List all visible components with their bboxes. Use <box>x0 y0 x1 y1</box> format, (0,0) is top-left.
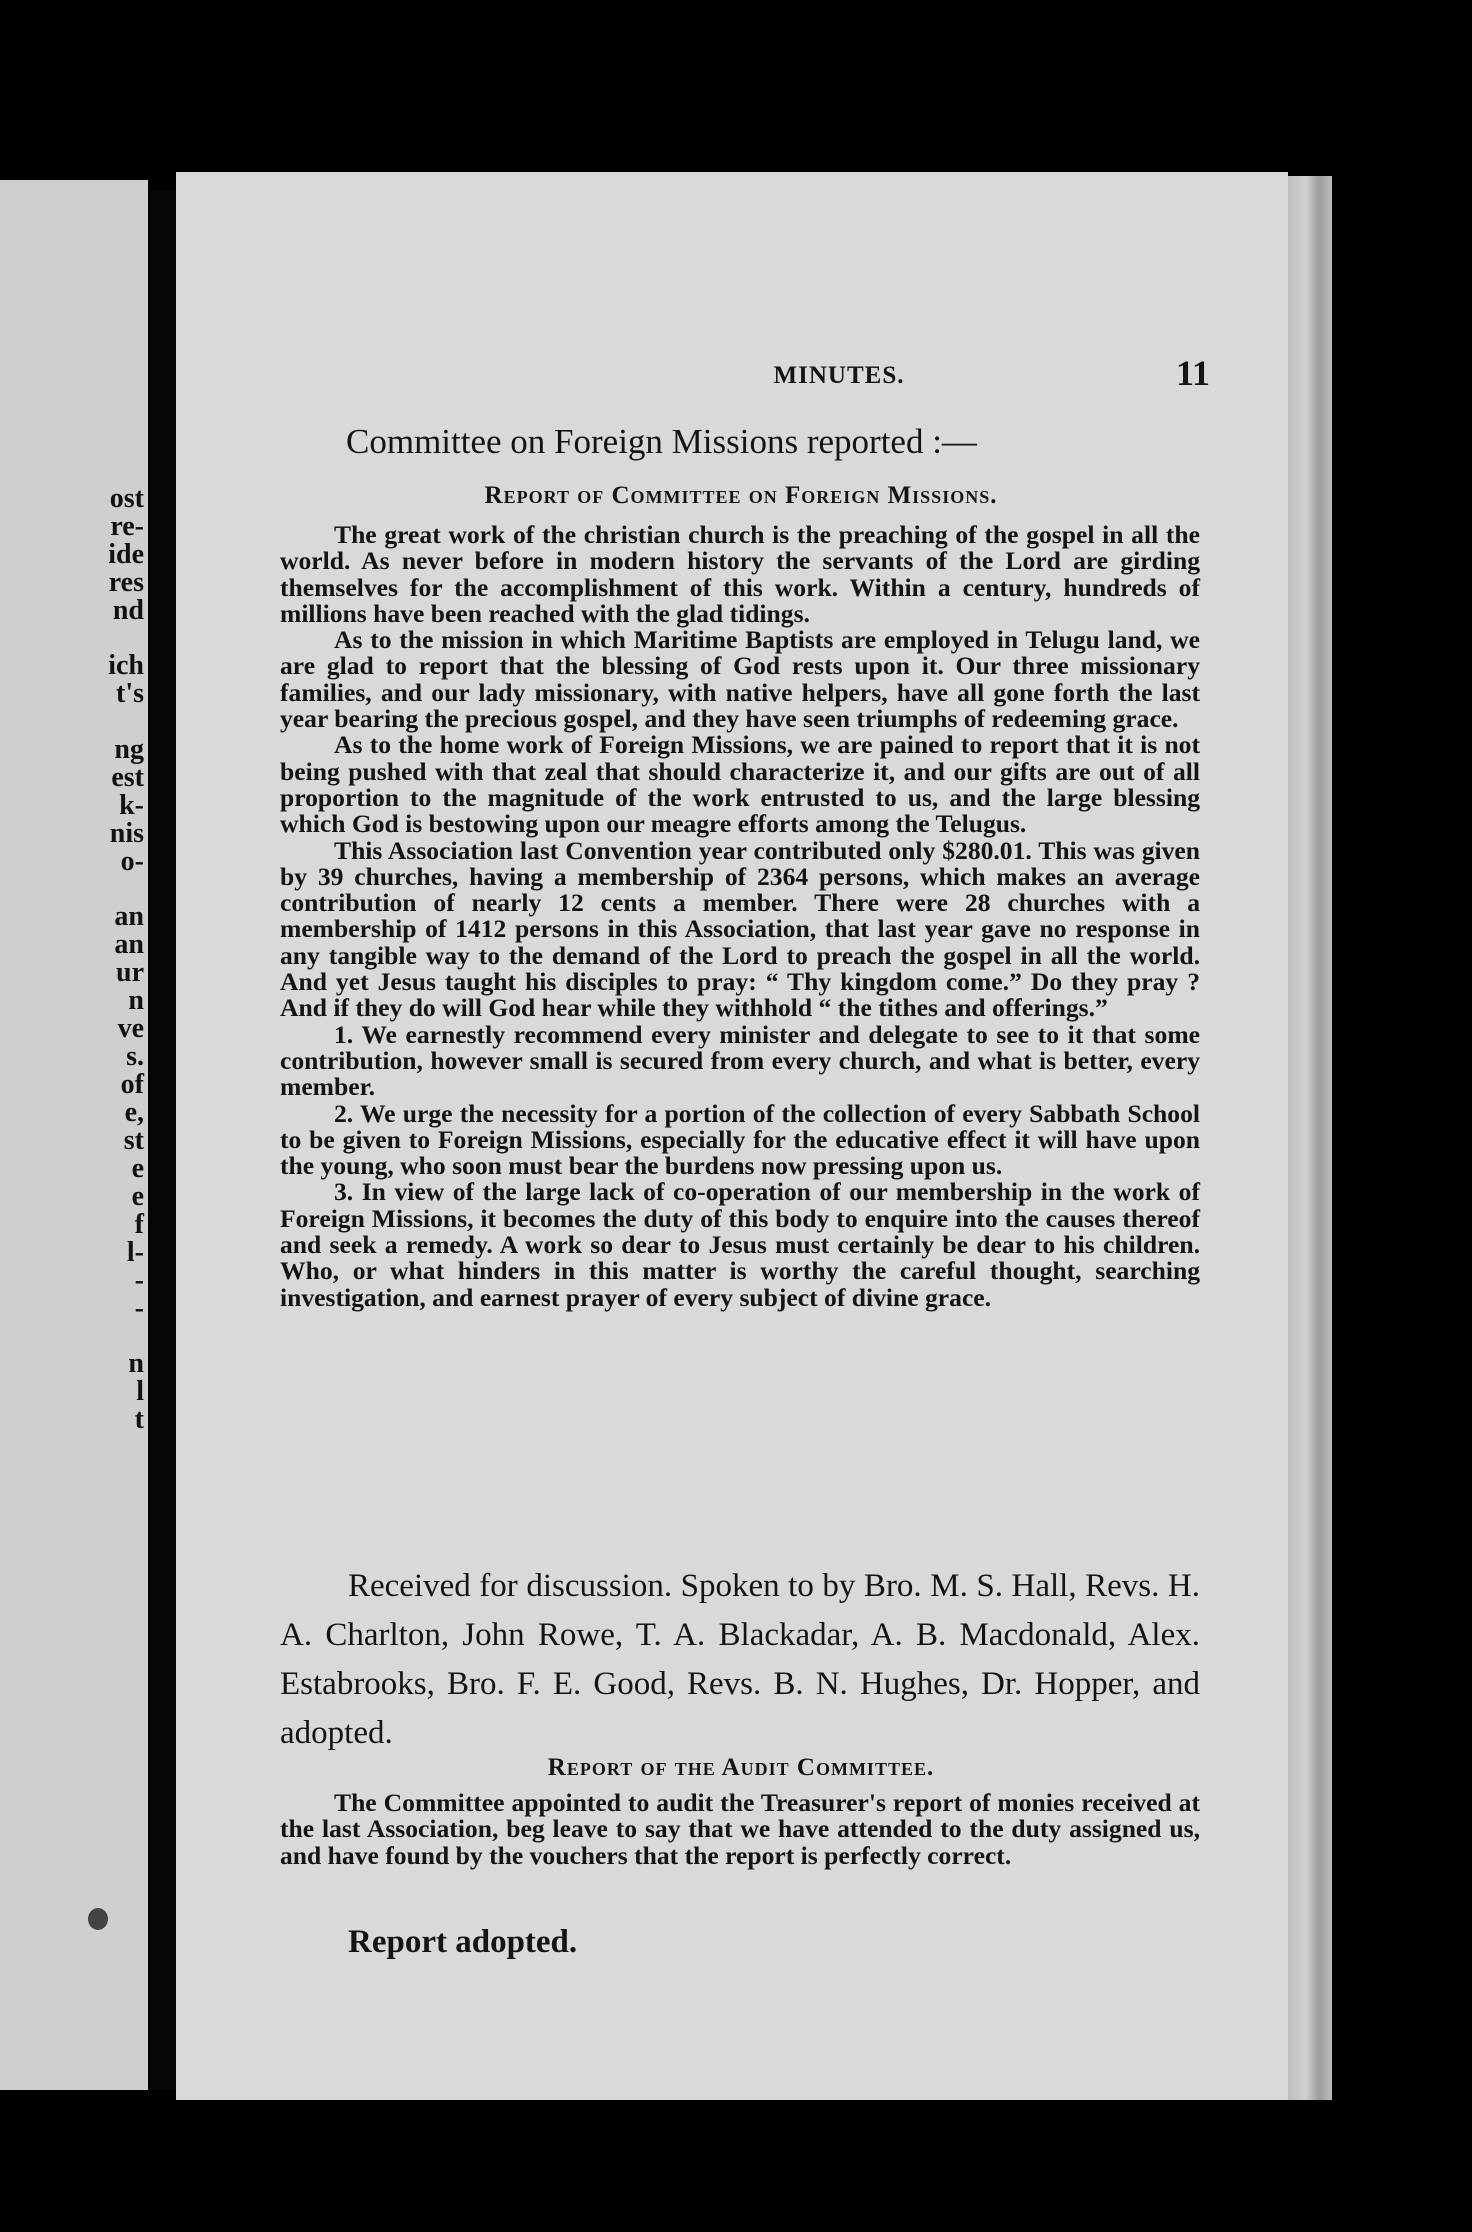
facing-page-fragment: o- <box>120 846 144 877</box>
recommendation-item: 1. We earnestly recommend every minister and delegate to see to it that some contribution, however small is secured from every church, and what is better, every member. <box>280 1019 1200 1102</box>
facing-page-fragment: l <box>136 1376 144 1407</box>
discussion-paragraph <box>280 1562 1200 1758</box>
book-gutter <box>148 190 176 2090</box>
facing-page-fragment: n <box>128 1348 144 1379</box>
facing-page-fragment: ur <box>116 957 144 988</box>
facing-page-fragment: e <box>131 1153 144 1184</box>
facing-page-fragment: re- <box>110 511 144 542</box>
recommendation-item: 3. In view of the large lack of co-operation of our membership in the work of Foreign Missions, it becomes the duty of this body to enquire into the causes thereof and seek a remedy. A work so dear to Jesus must certainly be dear to his children. Who, or what hinders in this matter is worthy the careful thought, searching investigation, and earnest prayer of every subject of divine grace. <box>280 1177 1200 1312</box>
facing-page-fragment: ide <box>108 539 144 570</box>
audit-body <box>280 1790 1200 1869</box>
paragraph: The great work of the christian church is the preaching of the gospel in all the world. As never before in modern history the servants of the Lord are girding themselves for the accomplishment of this work. Within a century, hundreds of millions have been reached with the glad tidings. <box>280 520 1200 628</box>
facing-page-fragment: e <box>131 1181 144 1212</box>
recommendation-item: 2. We urge the necessity for a portion of the collection of every Sabbath School to be given to Foreign Missions, especially for the educative effect it will have upon the young, who soon must bear the burdens now pressing upon us. <box>280 1098 1200 1181</box>
facing-page-fragment: f <box>134 1209 144 1240</box>
report-body <box>280 522 1200 1311</box>
audit-heading: Report of the Audit Committee. <box>547 1754 935 1781</box>
facing-page-fragment: res <box>108 567 144 598</box>
paragraph: This Association last Convention year contributed only $280.01. This was given by 39 churches, having a membership of 2364 persons, which makes an average contribution of nearly 12 cents a member. There were 28 churches with a membership of 1412 persons in this Association, that last year gave no response in any tangible way to the demand of the Lord to preach the gospel in all the world. And yet Jesus taught his disciples to pray: “ Thy kingdom come.” Do they pray ? And if they do will God hear while they withhold “ the tithes and offerings.” <box>280 835 1200 1023</box>
facing-page-fragment: - <box>134 1265 144 1296</box>
facing-page-fragment: of <box>120 1069 144 1100</box>
running-header: MINUTES. <box>773 362 905 389</box>
paragraph: As to the home work of Foreign Missions, we are pained to report that it is not being pushed with that zeal that should characterize it, and our gifts are out of all proportion to the magnitude of the work entrusted to us, and the large blessing which God is bestowing upon our meagre efforts among the Telugus. <box>280 730 1200 839</box>
facing-page-fragment: ost <box>109 483 144 514</box>
adopted-line: Report adopted. <box>348 1924 578 1960</box>
paragraph: As to the mission in which Maritime Baptists are employed in Telugu land, we are glad to report that the blessing of God rests upon it. Our three missionary families, and our lady missionary, with native helpers, have all gone forth the last year bearing the precious gospel, and they have seen triumphs of redeeming grace. <box>280 625 1200 734</box>
facing-page-fragment: nd <box>112 595 144 626</box>
facing-page-fragment: s. <box>126 1041 144 1072</box>
facing-page-fragment: t <box>134 1404 144 1435</box>
facing-page-fragment: l- <box>126 1237 144 1268</box>
committee-heading: Committee on Foreign Missions reported :— <box>346 422 977 461</box>
page-edge <box>1288 176 1332 2100</box>
ink-blot <box>88 1908 108 1930</box>
facing-page-fragment: ich <box>108 650 144 681</box>
facing-page-fragment: an <box>114 901 144 932</box>
facing-page <box>0 180 148 2090</box>
report-heading: Report of Committee on Foreign Missions. <box>484 482 998 509</box>
facing-page-fragment: an <box>114 929 144 960</box>
facing-page-fragment: ng <box>114 734 144 765</box>
document-page <box>176 172 1288 2100</box>
facing-page-fragment: e, <box>124 1097 144 1128</box>
facing-page-fragment: n <box>128 985 144 1016</box>
discussion-text: Received for discussion. Spoken to by Bro. M. S. Hall, Revs. H. A. Charlton, John Rowe, T. A. Blackadar, A. B. Macdonald, Alex. Estabrooks, Bro. F. E. Good, Revs. B. N. Hughes, Dr. Hopper, and adopted. <box>280 1568 1200 1751</box>
facing-page-fragment: est <box>111 762 144 793</box>
facing-page-fragment: st <box>123 1125 144 1156</box>
facing-page-fragment: nis <box>109 818 144 849</box>
facing-page-fragment: k- <box>119 790 144 821</box>
facing-page-fragment: ve <box>117 1013 144 1044</box>
facing-page-fragment: - <box>134 1293 144 1324</box>
page-number: 11 <box>1176 353 1211 393</box>
audit-paragraph: The Committee appointed to audit the Treasurer's report of monies received at the last Association, beg leave to say that we have attended to the duty assigned us, and have found by the vouchers that the report is perfectly correct. <box>280 1788 1200 1870</box>
facing-page-fragment: t's <box>116 678 144 709</box>
